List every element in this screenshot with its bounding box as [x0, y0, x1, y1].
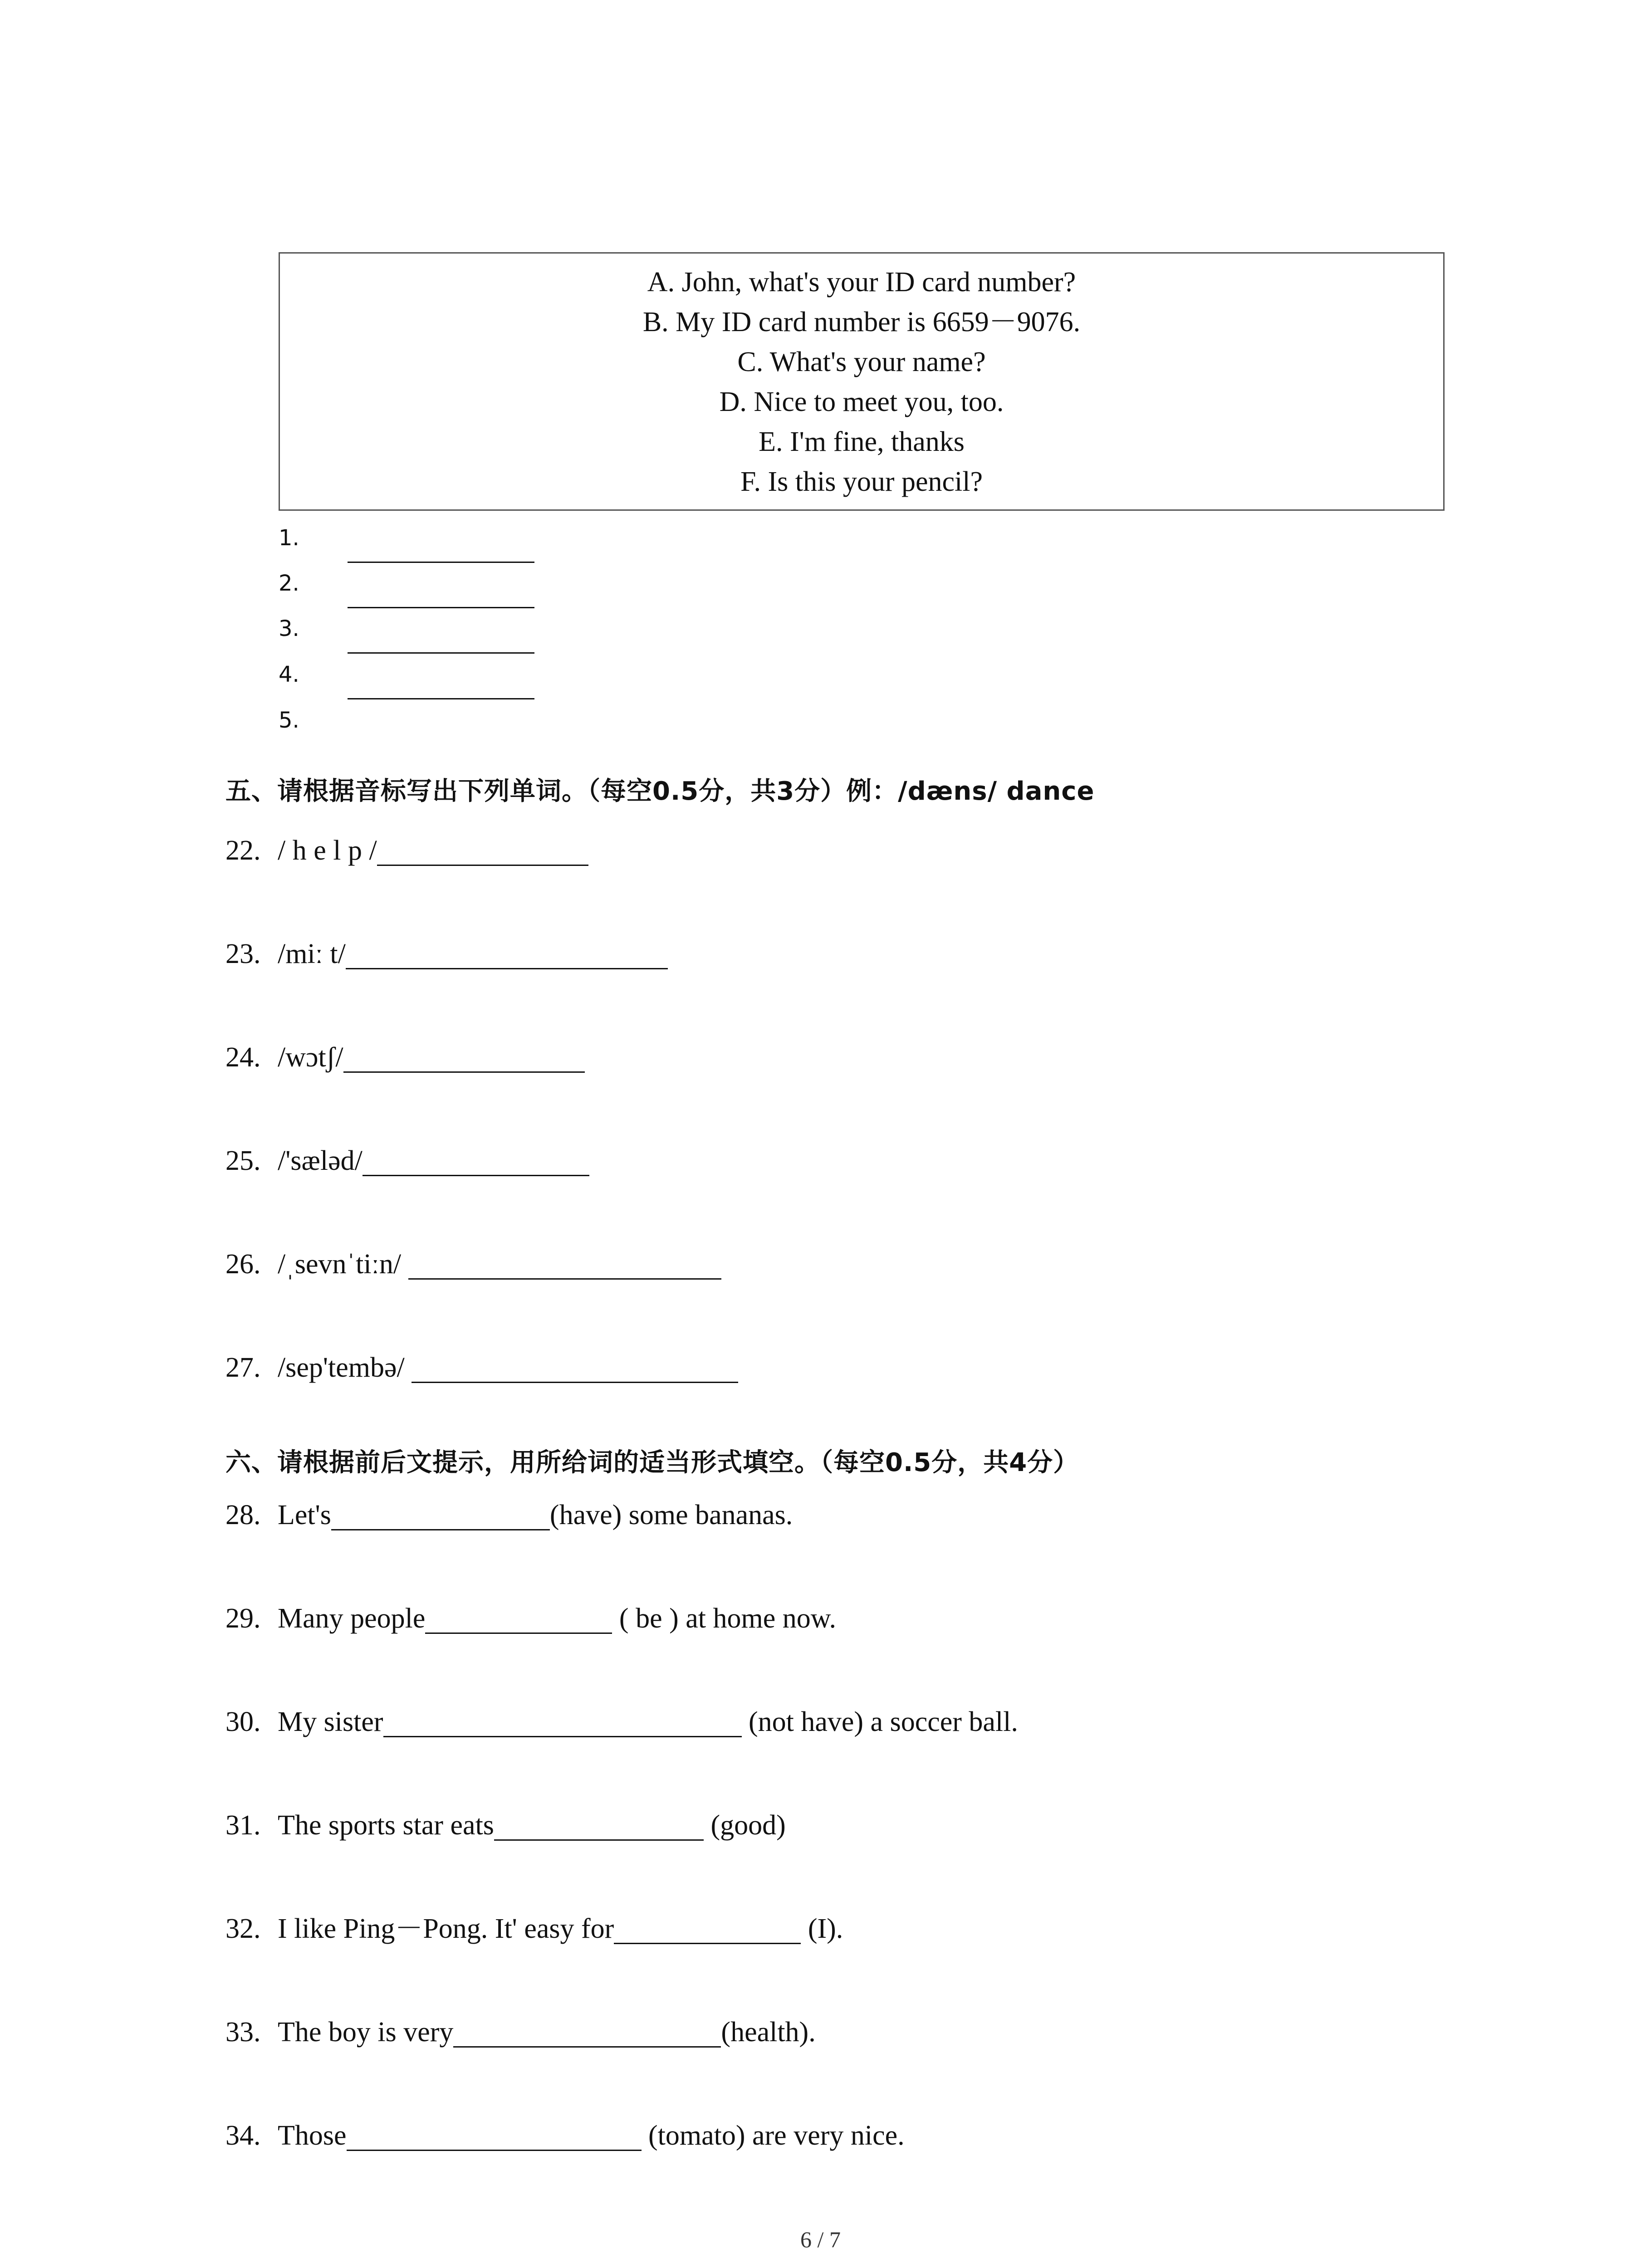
question-number: 22.: [225, 835, 261, 866]
question-29: [225, 1603, 836, 1634]
answer-blank[interactable]: [331, 1529, 550, 1530]
options-box: [279, 252, 1445, 511]
answer-blank[interactable]: [383, 1735, 742, 1737]
question-number: 34.: [225, 2120, 261, 2151]
question-hint: (tomato) are very nice.: [641, 2120, 905, 2151]
question-text: /'sæləd/: [278, 1145, 362, 1176]
question-hint: (good): [703, 1810, 786, 1841]
question-number: 29.: [225, 1603, 261, 1634]
answer-blank[interactable]: [346, 968, 668, 969]
question-34: [225, 2120, 905, 2151]
question-hint: (not have) a soccer ball.: [741, 1706, 1018, 1737]
answer-blank[interactable]: [347, 2149, 642, 2151]
section-6-heading: 六、请根据前后文提示，用所给词的适当形式填空。（每空0.5分，共4分）: [225, 1448, 1079, 1477]
answer-blank[interactable]: [425, 1632, 612, 1634]
question-hint: ( be ) at home now.: [612, 1603, 836, 1634]
question-text: Those: [278, 2120, 347, 2151]
question-text: /wɔtʃ/: [278, 1042, 343, 1073]
question-number: 26.: [225, 1249, 261, 1280]
answer-blank[interactable]: [411, 1381, 738, 1383]
answer-blank[interactable]: [343, 1071, 585, 1073]
question-text: The boy is very: [278, 2017, 454, 2048]
question-number: 33.: [225, 2017, 261, 2048]
question-hint: (health).: [721, 2017, 816, 2048]
answer-blank[interactable]: [453, 2046, 721, 2048]
question-number: 31.: [225, 1810, 261, 1841]
answer-blank[interactable]: [408, 1278, 721, 1280]
question-number: 30.: [225, 1706, 261, 1737]
question-number: 28.: [225, 1500, 261, 1530]
question-hint: (have) some bananas.: [549, 1500, 793, 1530]
answer-number: 3.: [279, 616, 299, 641]
answer-blank[interactable]: [614, 1942, 801, 1944]
question-number: 27.: [225, 1352, 261, 1383]
question-32: [225, 1913, 843, 1945]
question-text: My sister: [278, 1706, 383, 1737]
question-text: / h e l p /: [278, 835, 377, 866]
answer-blank[interactable]: [348, 698, 534, 699]
question-31: [225, 1809, 786, 1841]
question-text: Let's: [278, 1500, 331, 1530]
question-text: The sports star eats: [278, 1810, 494, 1841]
answer-number: 1.: [279, 525, 299, 551]
answer-number: 4.: [279, 662, 299, 687]
option-e: E. I'm fine, thanks: [759, 426, 965, 457]
answer-number: 2.: [279, 571, 299, 596]
question-number: 25.: [225, 1145, 261, 1176]
question-33: [225, 2016, 816, 2048]
page-number: 6 / 7: [800, 2227, 841, 2252]
answer-blank[interactable]: [494, 1839, 704, 1841]
answer-blank[interactable]: [348, 562, 534, 563]
question-hint: (I).: [801, 1913, 843, 1944]
question-text: /ˌsevnˈtiːn/: [278, 1249, 408, 1280]
question-27: [225, 1352, 738, 1383]
option-a: A. John, what's your ID card number?: [647, 267, 1076, 298]
question-text: /sep'tembə/: [278, 1352, 412, 1383]
question-28: [225, 1499, 793, 1531]
question-30: [225, 1706, 1018, 1738]
question-23: [225, 938, 668, 970]
question-22: [225, 835, 588, 866]
option-d: D. Nice to meet you, too.: [719, 386, 1004, 417]
option-c: C. What's your name?: [737, 347, 986, 377]
question-24: [225, 1041, 585, 1073]
question-number: 32.: [225, 1913, 261, 1944]
option-f: F. Is this your pencil?: [740, 466, 983, 497]
answer-blank[interactable]: [362, 1174, 589, 1176]
answer-blank[interactable]: [348, 607, 534, 608]
answer-blank[interactable]: [377, 864, 588, 866]
question-text: /miː t/: [278, 938, 346, 969]
answer-blank[interactable]: [348, 652, 534, 654]
question-text: Many people: [278, 1603, 426, 1634]
question-number: 23.: [225, 938, 261, 969]
question-25: [225, 1145, 589, 1177]
question-text: I like Ping－Pong. It' easy for: [278, 1913, 614, 1944]
question-26: [225, 1248, 721, 1280]
option-b: B. My ID card number is 6659－9076.: [642, 307, 1081, 337]
section-5-heading: 五、请根据音标写出下列单词。（每空0.5分，共3分）例：/dæns/ dance: [225, 777, 1095, 806]
answer-number: 5.: [279, 708, 299, 733]
question-number: 24.: [225, 1042, 261, 1073]
